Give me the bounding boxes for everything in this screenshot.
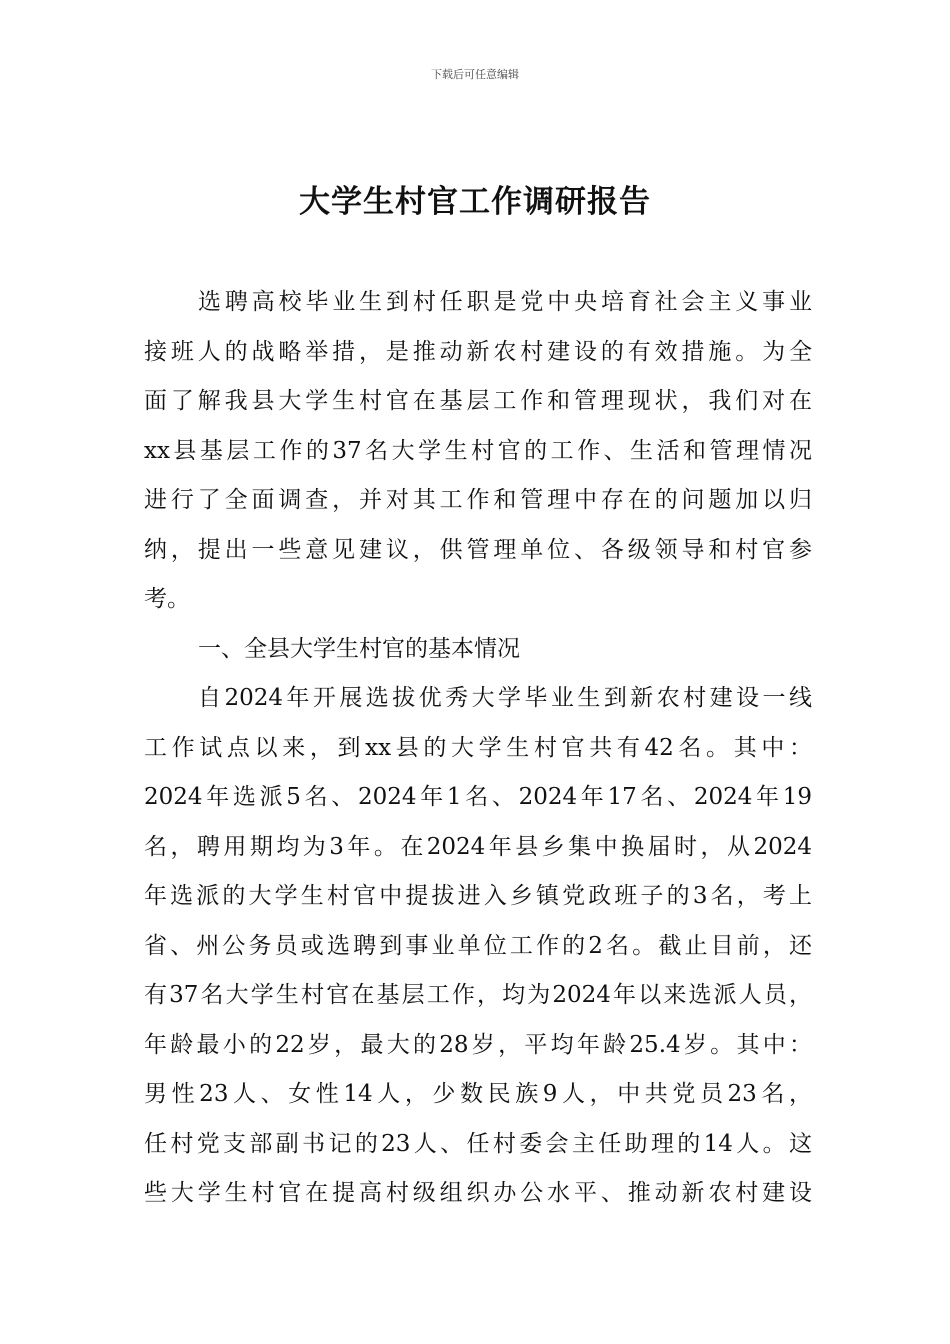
paragraph-line: 纳，提出一些意见建议，供管理单位、各级领导和村官参 bbox=[144, 536, 812, 563]
paragraph-line: 省、州公务员或选聘到事业单位工作的2名。截止目前，还 bbox=[144, 932, 812, 959]
paragraph-line: 2024年选派5名、2024年1名、2024年17名、2024年19 bbox=[144, 784, 812, 810]
paragraph-line: 进行了全面调查，并对其工作和管理中存在的问题加以归 bbox=[144, 487, 812, 513]
paragraph-line: 名，聘用期均为3年。在2024年县乡集中换届时，从2024 bbox=[144, 833, 812, 860]
paragraph-line: xx县基层工作的37名大学生村官的工作、生活和管理情况 bbox=[144, 437, 812, 464]
paragraph-line: 面了解我县大学生村官在基层工作和管理现状，我们对在 bbox=[144, 388, 812, 414]
section-heading: 一、全县大学生村官的基本情况 bbox=[198, 635, 520, 662]
paragraph-line: 男性23人、女性14人，少数民族9人，中共党员23名， bbox=[144, 1081, 812, 1107]
paragraph-line: 年龄最小的22岁，最大的28岁，平均年龄25.4岁。其中： bbox=[144, 1031, 812, 1058]
paragraph-line: 些大学生村官在提高村级组织办公水平、推动新农村建设 bbox=[144, 1180, 812, 1206]
paragraph-line: 有37名大学生村官在基层工作，均为2024年以来选派人员， bbox=[144, 982, 812, 1008]
paragraph-line: 选聘高校毕业生到村任职是党中央培育社会主义事业 bbox=[198, 289, 812, 315]
document-title: 大学生村官工作调研报告 bbox=[299, 184, 651, 220]
paragraph-line: 自2024年开展选拔优秀大学毕业生到新农村建设一线 bbox=[198, 685, 812, 711]
document-body bbox=[144, 278, 812, 1219]
header-note: 下载后可任意编辑 bbox=[431, 68, 519, 81]
paragraph-line: 年选派的大学生村官中提拔进入乡镇党政班子的3名，考上 bbox=[144, 883, 812, 909]
paragraph-line: 接班人的战略举措，是推动新农村建设的有效措施。为全 bbox=[144, 338, 812, 365]
paragraph-line: 考。 bbox=[144, 586, 190, 612]
paragraph-line: 任村党支部副书记的23人、任村委会主任助理的14人。这 bbox=[144, 1130, 812, 1157]
paragraph-line: 工作试点以来，到xx县的大学生村官共有42名。其中： bbox=[144, 734, 812, 761]
